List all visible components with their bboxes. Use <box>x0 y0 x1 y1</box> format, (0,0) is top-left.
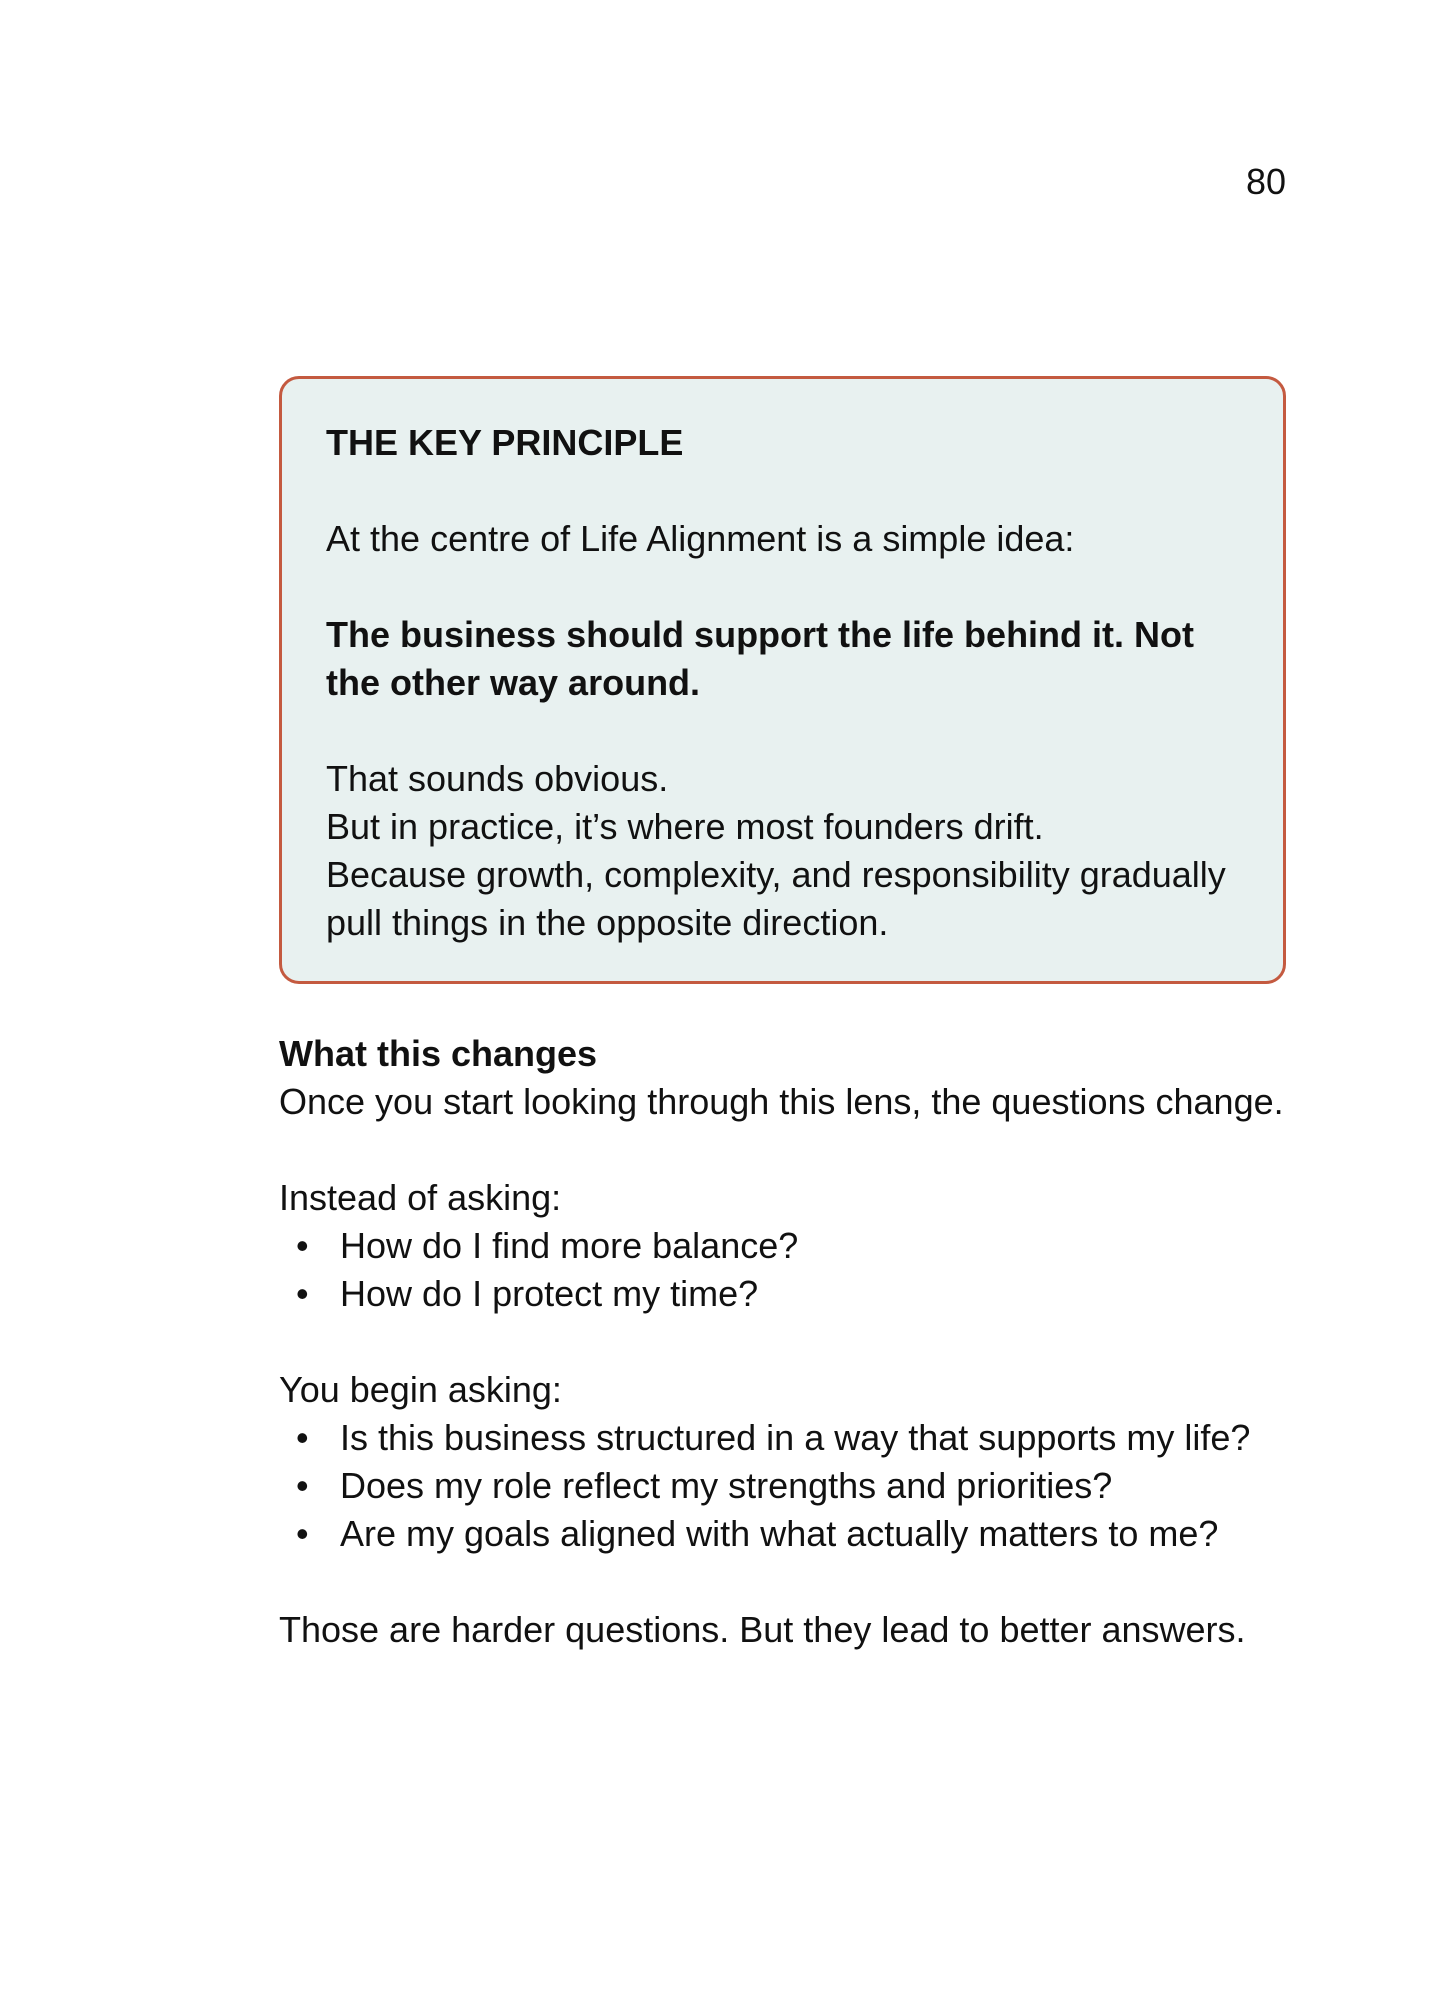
list-item-text: Is this business structured in a way that supports my life? <box>340 1417 1251 1458</box>
list-item-text: Does my role reflect my strengths and priorities? <box>340 1465 1113 1506</box>
bullet-icon: • <box>296 1273 309 1314</box>
callout-intro: At the centre of Life Alignment is a simple idea: <box>326 518 1075 559</box>
spacer <box>279 1126 1289 1174</box>
closing-text: Those are harder questions. But they lead to better answers. <box>279 1609 1246 1650</box>
list-item <box>279 1414 1289 1462</box>
spacer <box>279 1318 1289 1366</box>
list-item-text: How do I protect my time? <box>340 1273 759 1314</box>
section-intro: Once you start looking through this lens, the questions change. <box>279 1081 1284 1122</box>
list-item <box>279 1270 1289 1318</box>
bullet-icon: • <box>296 1513 309 1554</box>
bullet-icon: • <box>296 1465 309 1506</box>
list-item-text: Are my goals aligned with what actually matters to me? <box>340 1513 1219 1554</box>
spacer <box>279 1558 1289 1606</box>
bullet-icon: • <box>296 1225 309 1266</box>
begin-label: You begin asking: <box>279 1369 562 1410</box>
list-item <box>279 1510 1289 1558</box>
body-content <box>279 1030 1289 1654</box>
callout-line: Because growth, complexity, and responsibility gradually pull things in the opposite direction. <box>326 854 1226 943</box>
list-item-text: How do I find more balance? <box>340 1225 799 1266</box>
section-heading: What this changes <box>279 1033 598 1074</box>
begin-list <box>279 1414 1289 1558</box>
page-number: 80 <box>1245 161 1286 202</box>
callout-title: THE KEY PRINCIPLE <box>326 422 684 463</box>
key-principle-callout <box>279 376 1286 984</box>
callout-line: But in practice, it’s where most founders drift. <box>326 806 1044 847</box>
list-item <box>279 1222 1289 1270</box>
bullet-icon: • <box>296 1417 309 1458</box>
callout-emphasis: The business should support the life behind it. Not the other way around. <box>326 614 1195 703</box>
instead-list <box>279 1222 1289 1318</box>
callout-line: That sounds obvious. <box>326 758 669 799</box>
instead-label: Instead of asking: <box>279 1177 562 1218</box>
list-item <box>279 1462 1289 1510</box>
